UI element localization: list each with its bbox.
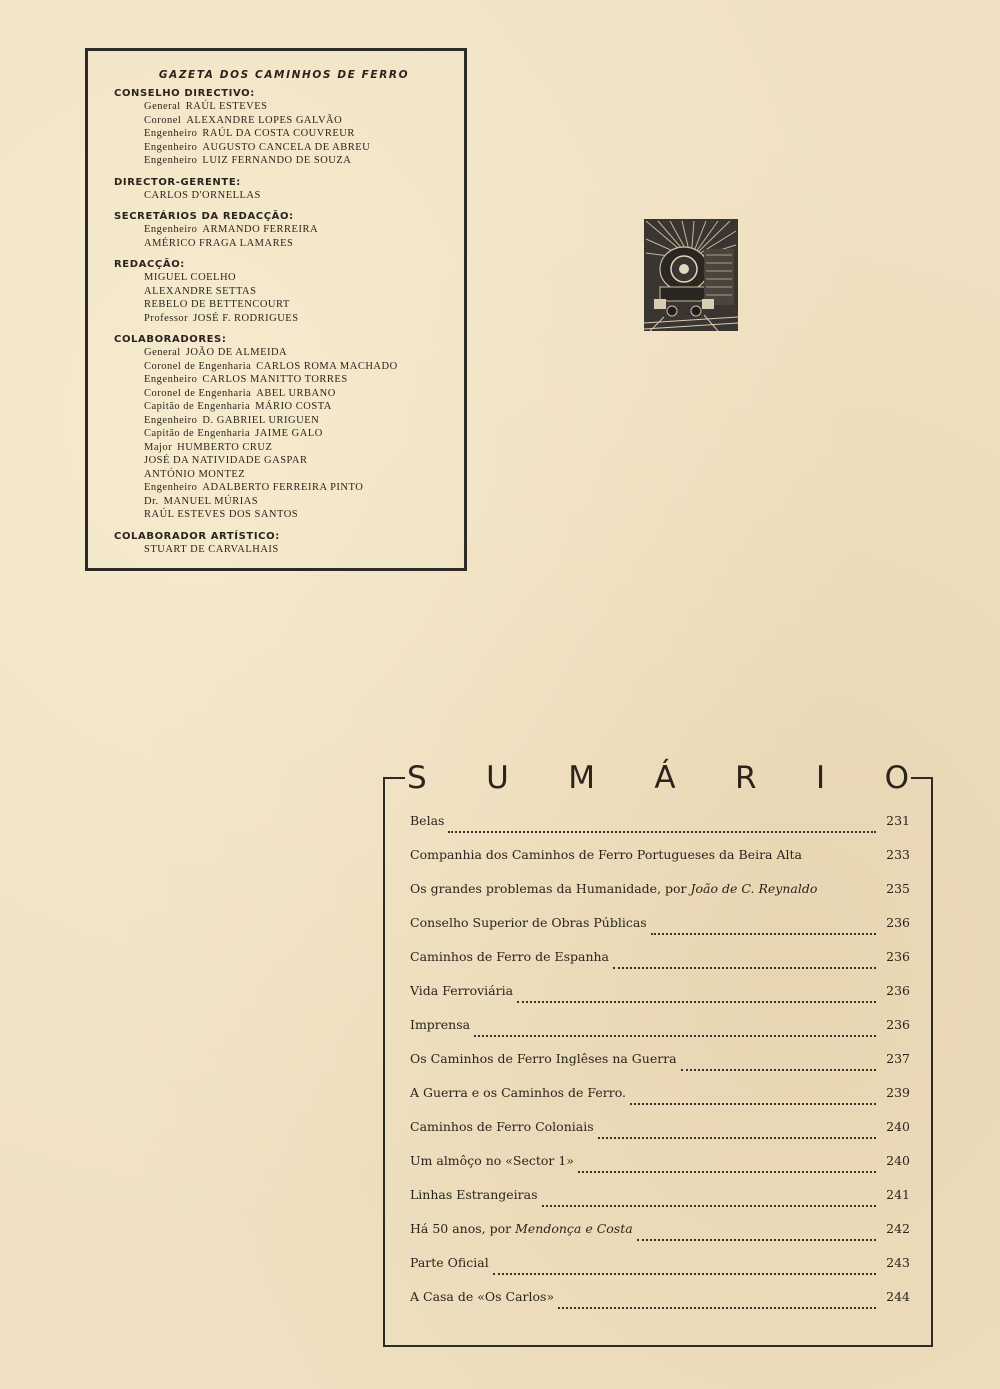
staff-member-title: Professor <box>144 312 189 324</box>
summary-entry <box>410 1255 910 1289</box>
summary-leader-dots <box>517 1001 876 1003</box>
staff-member <box>144 454 454 468</box>
summary-title-letter: S <box>407 760 427 796</box>
summary-entry-page: 235 <box>886 881 910 896</box>
summary-entry-author: João de C. Reynaldo <box>690 881 818 896</box>
summary-entry-title <box>410 1051 677 1066</box>
staff-member-name: RAÚL DA COSTA COUVREUR <box>202 128 355 139</box>
staff-member-title: Engenheiro <box>144 414 198 426</box>
summary-entry-title-text: Parte Oficial <box>410 1255 489 1270</box>
staff-member <box>144 543 454 557</box>
staff-member-name: HUMBERTO CRUZ <box>177 441 273 453</box>
staff-member-name: RAÚL ESTEVES <box>185 101 268 112</box>
summary-leader-dots <box>630 1103 876 1105</box>
staff-member-title: Engenheiro <box>144 128 198 139</box>
staff-section-heading: COLABORADOR ARTÍSTICO: <box>114 530 280 542</box>
summary-leader-dots <box>637 1239 876 1241</box>
summary-leader-dots <box>474 1035 876 1037</box>
staff-member-name: AMÉRICO FRAGA LAMARES <box>144 237 294 249</box>
staff-member <box>144 141 454 155</box>
staff-member-name: ADALBERTO FERREIRA PINTO <box>202 482 364 493</box>
summary-entry-title-text: A Guerra e os Caminhos de Ferro. <box>410 1085 626 1100</box>
staff-member-list <box>114 543 454 557</box>
summary-title-letter: I <box>816 760 826 796</box>
staff-member <box>144 468 454 482</box>
summary-leader-dots <box>681 1069 876 1071</box>
staff-member-name: CARLOS D'ORNELLAS <box>144 189 261 201</box>
summary-entry-title <box>410 1119 594 1134</box>
staff-section-heading: DIRECTOR-GERENTE: <box>114 176 241 188</box>
summary-entry-title-text: Linhas Estrangeiras <box>410 1187 538 1202</box>
staff-member-title: Coronel de Engenharia <box>144 360 252 372</box>
summary-entry-title-text: Há 50 anos, por <box>410 1221 516 1236</box>
staff-member-name: MÁRIO COSTA <box>255 401 332 412</box>
summary-entry-title <box>410 1085 626 1100</box>
staff-masthead: GAZETA DOS CAMINHOS DE FERRO <box>158 69 410 81</box>
summary-entry <box>410 847 910 881</box>
staff-member-title: Engenheiro <box>144 141 198 153</box>
staff-member-list <box>114 271 454 325</box>
summary-entry-title-text: A Casa de «Os Carlos» <box>410 1289 555 1304</box>
staff-section <box>114 258 454 325</box>
summary-list <box>410 813 910 1323</box>
summary-entry-page: 240 <box>886 1153 910 1168</box>
staff-member-title: Dr. <box>144 495 159 507</box>
summary-entry-page: 243 <box>886 1255 910 1270</box>
staff-section <box>114 530 454 557</box>
summary-entry <box>410 1119 910 1153</box>
summary-entry-page: 244 <box>886 1289 910 1304</box>
summary-entry-page: 231 <box>886 813 910 828</box>
staff-member-list <box>114 189 454 203</box>
staff-member-title: General <box>144 347 181 358</box>
summary-entry-page: 236 <box>886 949 910 964</box>
staff-member-name: MANUEL MÚRIAS <box>163 495 259 507</box>
staff-member-list <box>114 223 454 250</box>
staff-member <box>144 114 454 128</box>
summary-entry <box>410 813 910 847</box>
summary-entry-title-text: Os Caminhos de Ferro Inglêses na Guerra <box>410 1051 677 1066</box>
staff-member-name: MIGUEL COELHO <box>144 272 237 283</box>
summary-entry <box>410 1221 910 1255</box>
staff-member <box>144 285 454 299</box>
staff-member-name: CARLOS MANITTO TORRES <box>202 374 348 385</box>
summary-entry-title <box>410 949 609 964</box>
staff-member <box>144 312 454 326</box>
staff-member-name: REBELO DE BETTENCOURT <box>144 299 290 310</box>
summary-entry <box>410 881 910 915</box>
staff-section-heading: SECRETÁRIOS DA REDACÇÃO: <box>114 211 294 222</box>
summary-entry-title <box>410 1017 470 1032</box>
summary-entry-title <box>410 813 444 828</box>
staff-member <box>144 508 454 522</box>
summary-entry-title-text: Companhia dos Caminhos de Ferro Portugueses da Beira Alta <box>410 847 802 862</box>
staff-member <box>144 298 454 312</box>
summary-entry-title <box>410 915 647 930</box>
staff-member-name: AUGUSTO CANCELA DE ABREU <box>202 141 371 153</box>
summary-entry <box>410 1187 910 1221</box>
staff-section-heading: REDACÇÃO: <box>114 259 185 270</box>
staff-section-heading: COLABORADORES: <box>114 334 227 345</box>
staff-member <box>144 346 454 360</box>
summary-entry-page: 233 <box>886 847 910 862</box>
summary-entry <box>410 915 910 949</box>
staff-member-name: JAIME GALO <box>255 428 323 439</box>
summary-entry-page: 236 <box>886 1017 910 1032</box>
staff-member <box>144 427 454 441</box>
summary-entry <box>410 1051 910 1085</box>
summary-entry <box>410 949 910 983</box>
staff-member <box>144 127 454 141</box>
staff-member <box>144 100 454 114</box>
summary-entry-title-text: Um almôço no «Sector 1» <box>410 1153 574 1168</box>
staff-section <box>114 333 454 522</box>
summary-entry-author: Mendonça e Costa <box>515 1221 633 1236</box>
summary-entry-title-text: Vida Ferroviária <box>410 983 514 998</box>
summary-leader-dots <box>493 1273 876 1275</box>
summary-entry-title <box>410 1153 574 1168</box>
summary-leader-dots <box>558 1307 876 1309</box>
staff-section <box>114 176 454 203</box>
staff-sections <box>114 87 454 556</box>
staff-member <box>144 237 454 251</box>
staff-member <box>144 373 454 387</box>
summary-entry-title <box>410 881 817 896</box>
summary-entry-title-text: Caminhos de Ferro Coloniais <box>410 1119 594 1134</box>
staff-member-name: LUIZ FERNANDO DE SOUZA <box>202 155 352 166</box>
staff-member-title: Engenheiro <box>144 155 198 166</box>
summary-entry-page: 236 <box>886 915 910 930</box>
summary-entry-title-text: Os grandes problemas da Humanidade, por <box>410 881 691 896</box>
staff-member-name: RAÚL ESTEVES DOS SANTOS <box>144 509 299 520</box>
summary-entry-title-text: Conselho Superior de Obras Públicas <box>410 915 647 930</box>
staff-member <box>144 495 454 509</box>
summary-leader-dots <box>613 967 876 969</box>
staff-member <box>144 189 454 203</box>
staff-section-heading: CONSELHO DIRECTIVO: <box>114 88 255 99</box>
summary-entry-title-text: Belas <box>410 813 445 828</box>
summary-entry-page: 237 <box>886 1051 910 1066</box>
staff-member <box>144 154 454 168</box>
summary-title-letter: R <box>735 760 757 796</box>
summary-entry-title <box>410 1289 554 1304</box>
staff-member <box>144 360 454 374</box>
summary-leader-dots <box>578 1171 876 1173</box>
staff-member-name: ARMANDO FERREIRA <box>202 224 319 235</box>
staff-member-title: Engenheiro <box>144 224 198 235</box>
summary-title-letter: U <box>486 760 509 796</box>
summary-leader-dots <box>598 1137 876 1139</box>
summary-title-letter: O <box>884 760 909 796</box>
summary-entry-page: 239 <box>886 1085 910 1100</box>
staff-member-name: ABEL URBANO <box>256 387 336 399</box>
staff-member-title: Capitão de Engenharia <box>144 428 251 439</box>
locomotive-woodcut-icon <box>644 219 738 331</box>
summary-entry <box>410 1085 910 1119</box>
summary-title-letter: M <box>568 760 595 796</box>
staff-member <box>144 414 454 428</box>
staff-member <box>144 441 454 455</box>
staff-section <box>114 87 454 168</box>
staff-member-title: Coronel de Engenharia <box>144 387 252 399</box>
staff-member-title: Engenheiro <box>144 482 198 493</box>
staff-member-name: JOSÉ F. RODRIGUES <box>193 312 299 324</box>
summary-entry-page: 240 <box>886 1119 910 1134</box>
staff-member-name: ANTÓNIO MONTEZ <box>144 468 246 480</box>
staff-member-title: Coronel <box>144 114 182 126</box>
staff-member-name: JOSÉ DA NATIVIDADE GASPAR <box>144 455 308 466</box>
summary-entry-title <box>410 1221 633 1236</box>
staff-member-list <box>114 100 454 168</box>
summary-leader-dots <box>651 933 876 935</box>
summary-leader-dots <box>542 1205 876 1207</box>
staff-member-name: ALEXANDRE LOPES GALVÃO <box>186 114 343 126</box>
summary-entry-title <box>410 983 513 998</box>
staff-member-list <box>114 346 454 522</box>
summary-title-letter: Á <box>654 760 676 796</box>
summary-entry-page: 241 <box>886 1187 910 1202</box>
summary-entry-page: 242 <box>886 1221 910 1236</box>
summary-entry-title <box>410 1187 538 1202</box>
staff-member-name: CARLOS ROMA MACHADO <box>256 360 398 372</box>
staff-box <box>85 48 467 571</box>
summary-entry-title <box>410 1255 489 1270</box>
staff-member-name: JOÃO DE ALMEIDA <box>185 347 288 358</box>
staff-member <box>144 400 454 414</box>
summary-entry-title-text: Caminhos de Ferro de Espanha <box>410 949 610 964</box>
summary-entry-title <box>410 847 802 862</box>
staff-member <box>144 387 454 401</box>
staff-member <box>144 481 454 495</box>
summary-entry <box>410 1289 910 1323</box>
staff-member-title: General <box>144 101 181 112</box>
staff-member-name: ALEXANDRE SETTAS <box>144 285 257 297</box>
staff-member <box>144 271 454 285</box>
staff-member-title: Major <box>144 441 173 453</box>
staff-member-title: Engenheiro <box>144 374 198 385</box>
summary-leader-dots <box>448 831 876 833</box>
staff-section <box>114 210 454 250</box>
summary-entry <box>410 983 910 1017</box>
staff-member-name: STUART DE CARVALHAIS <box>144 543 279 555</box>
summary-entry <box>410 1153 910 1187</box>
staff-member-name: D. GABRIEL URIGUEN <box>202 414 320 426</box>
summary-entry-title-text: Imprensa <box>410 1017 471 1032</box>
staff-member-title: Capitão de Engenharia <box>144 401 251 412</box>
summary-entry-page: 236 <box>886 983 910 998</box>
summary-entry <box>410 1017 910 1051</box>
staff-member <box>144 223 454 237</box>
